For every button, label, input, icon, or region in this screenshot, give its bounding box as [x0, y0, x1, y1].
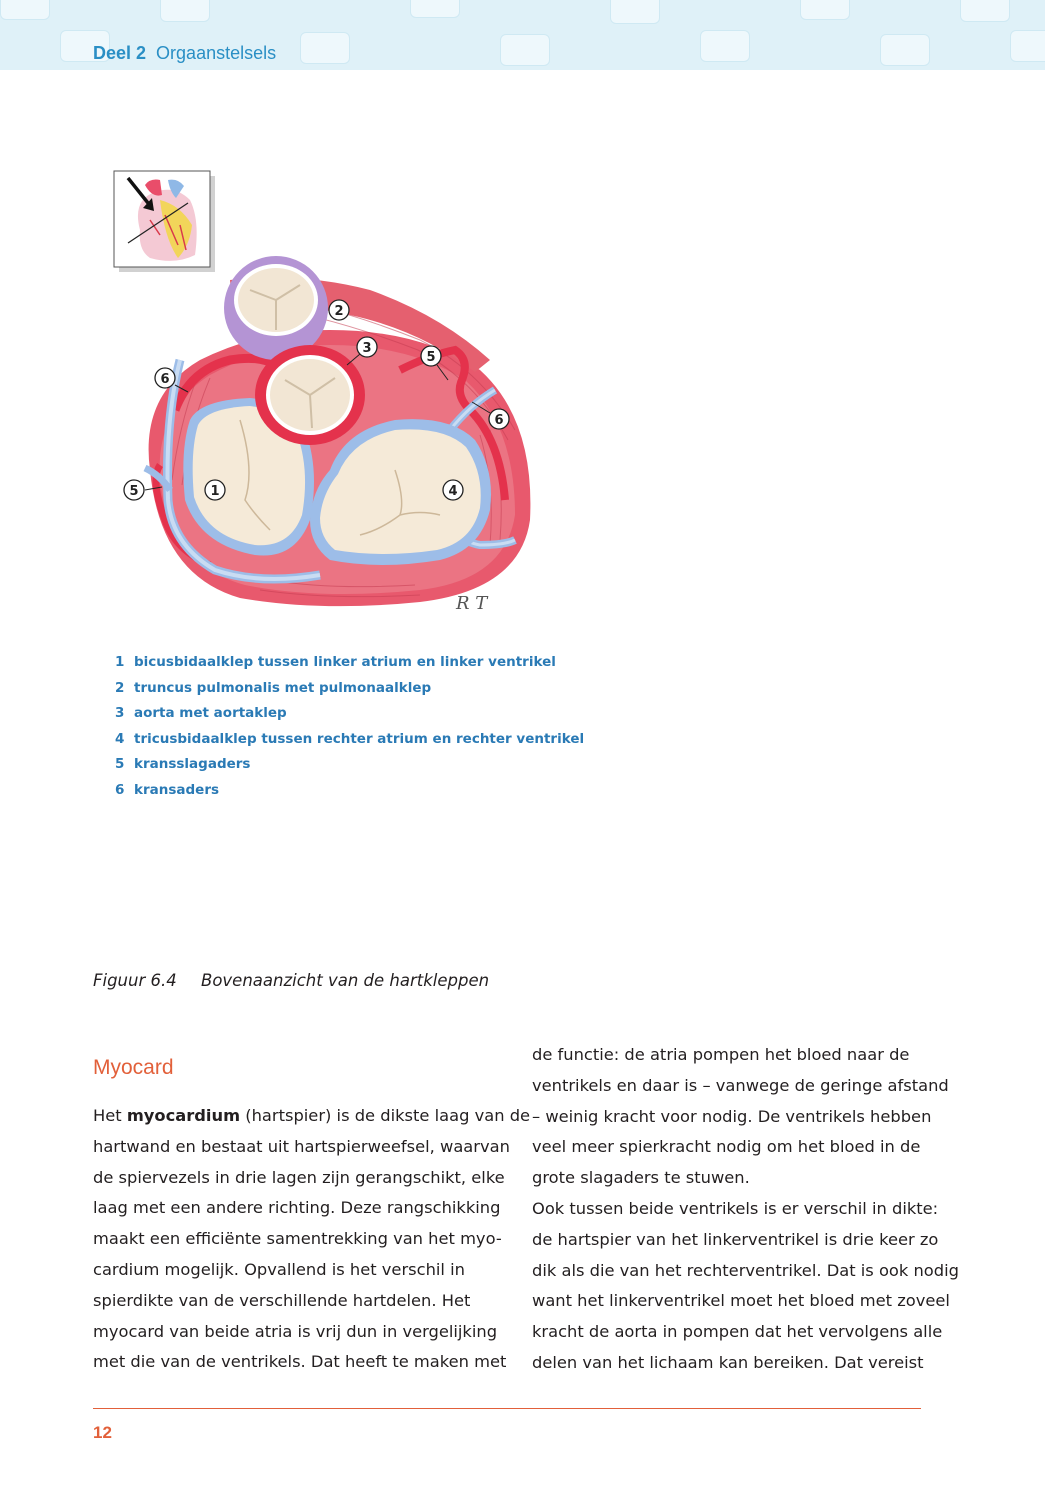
body-text: (hartspier) is de dikste laag van de [240, 1106, 531, 1125]
legend-item [115, 652, 584, 678]
legend-text: aorta met aortaklep [134, 705, 287, 722]
marker-2-label: 2 [334, 304, 344, 319]
marker-3 [357, 337, 377, 357]
body-line: Ook tussen beide ventrikels is er verschil in dikte: [532, 1198, 939, 1218]
marker-6-label: 6 [494, 413, 504, 428]
legend-text: truncus pulmonalis met pulmonaalklep [134, 679, 432, 696]
body-line: de spiervezels in drie lagen zijn gerangschikt, elke [93, 1167, 505, 1187]
legend-text: kransaders [134, 781, 220, 798]
marker-5-label: 5 [129, 484, 139, 499]
legend-number: 5 [115, 756, 125, 773]
header-tile [960, 0, 1010, 22]
header-tile [500, 34, 550, 66]
footer-rule [93, 1408, 921, 1409]
legend-item [115, 678, 584, 704]
heart-valves-illustration [100, 160, 540, 620]
body-line: de functie: de atria pompen het bloed naar de [532, 1045, 910, 1064]
figure-caption [93, 971, 489, 990]
header-tile [700, 30, 750, 62]
legend-item [115, 780, 584, 806]
body-column-right [532, 1040, 959, 1379]
header-tile [410, 0, 460, 18]
marker-1-label: 1 [210, 484, 220, 499]
header-tile [0, 0, 50, 20]
orientation-thumbnail [114, 171, 215, 272]
body-line: grote slagaders te stuwen. [532, 1168, 750, 1188]
body-line: hartwand en bestaat uit hartspierweefsel, waarvan [93, 1136, 510, 1156]
body-line: met die van de ventrikels. Dat heeft te maken met [93, 1352, 507, 1372]
body-line: delen van het lichaam kan bereiken. Dat vereist [532, 1352, 924, 1372]
header-tile [1010, 30, 1045, 62]
marker-6-label: 6 [160, 372, 170, 387]
marker-5-label: 5 [426, 350, 436, 365]
body-line: cardium mogelijk. Opvallend is het verschil in [93, 1259, 465, 1279]
legend-text: bicusbidaalklep tussen linker atrium en linker ventrikel [134, 654, 556, 670]
marker-6-right [489, 409, 509, 429]
caption-label: Figuur 6.4 [93, 971, 177, 990]
marker-4 [443, 480, 463, 500]
marker-4-label: 4 [448, 484, 458, 499]
caption-text: Bovenaanzicht van de hartkleppen [201, 971, 490, 990]
body-line: spierdikte van de verschillende hartdelen. Het [93, 1290, 471, 1310]
running-header [93, 42, 276, 64]
header-section: Orgaanstelsels [156, 43, 277, 63]
page-number: 12 [93, 1423, 112, 1442]
valve-pulmonary [224, 256, 328, 360]
marker-2 [329, 300, 349, 320]
legend-text: kransslagaders [134, 756, 251, 773]
body-line: maakt een efficiënte samentrekking van het myo- [93, 1229, 502, 1249]
marker-3-label: 3 [362, 341, 372, 356]
marker-5-top [421, 346, 441, 366]
body-line: myocard van beide atria is vrij dun in vergelijking [93, 1321, 498, 1341]
header-tile [880, 34, 930, 66]
legend-number: 2 [115, 679, 125, 696]
artist-signature: RT [456, 593, 494, 614]
body-line: kracht de aorta in pompen dat het vervolgens alle [532, 1322, 943, 1342]
body-line: – weinig kracht voor nodig. De ventrikels hebben [532, 1106, 932, 1126]
marker-1 [205, 480, 225, 500]
body-line: want het linkerventrikel moet het bloed met zoveel [532, 1291, 950, 1311]
legend-number: 1 [115, 654, 125, 670]
body-line [93, 1101, 530, 1132]
marker-6-left [155, 368, 175, 388]
legend-number: 3 [115, 705, 125, 722]
legend-number: 6 [115, 781, 125, 798]
legend-item [115, 754, 584, 780]
body-line: veel meer spierkracht nodig om het bloed in de [532, 1137, 921, 1157]
body-line: laag met een andere richting. Deze rangschikking [93, 1198, 501, 1218]
header-part: Deel 2 [93, 43, 147, 63]
body-line: ventrikels en daar is – vanwege de geringe afstand [532, 1075, 949, 1095]
section-heading: Myocard [93, 1056, 174, 1079]
legend-item [115, 729, 584, 755]
header-tile [300, 32, 350, 64]
legend-item [115, 703, 584, 729]
header-tile [800, 0, 850, 20]
body-text: Het [93, 1106, 127, 1125]
marker-5-left [124, 480, 144, 500]
figure-legend [115, 652, 584, 806]
valve-aortic [255, 345, 365, 445]
legend-text: tricusbidaalklep tussen rechter atrium en rechter ventrikel [134, 730, 585, 747]
body-line: de hartspier van het linkerventrikel is drie keer zo [532, 1229, 939, 1249]
header-tile [160, 0, 210, 22]
body-line: dik als die van het rechterventrikel. Dat is ook nodig [532, 1260, 959, 1280]
body-column-left [93, 1101, 530, 1378]
legend-number: 4 [115, 730, 125, 747]
header-tile [610, 0, 660, 24]
term-myocardium: myocardium [126, 1106, 241, 1125]
